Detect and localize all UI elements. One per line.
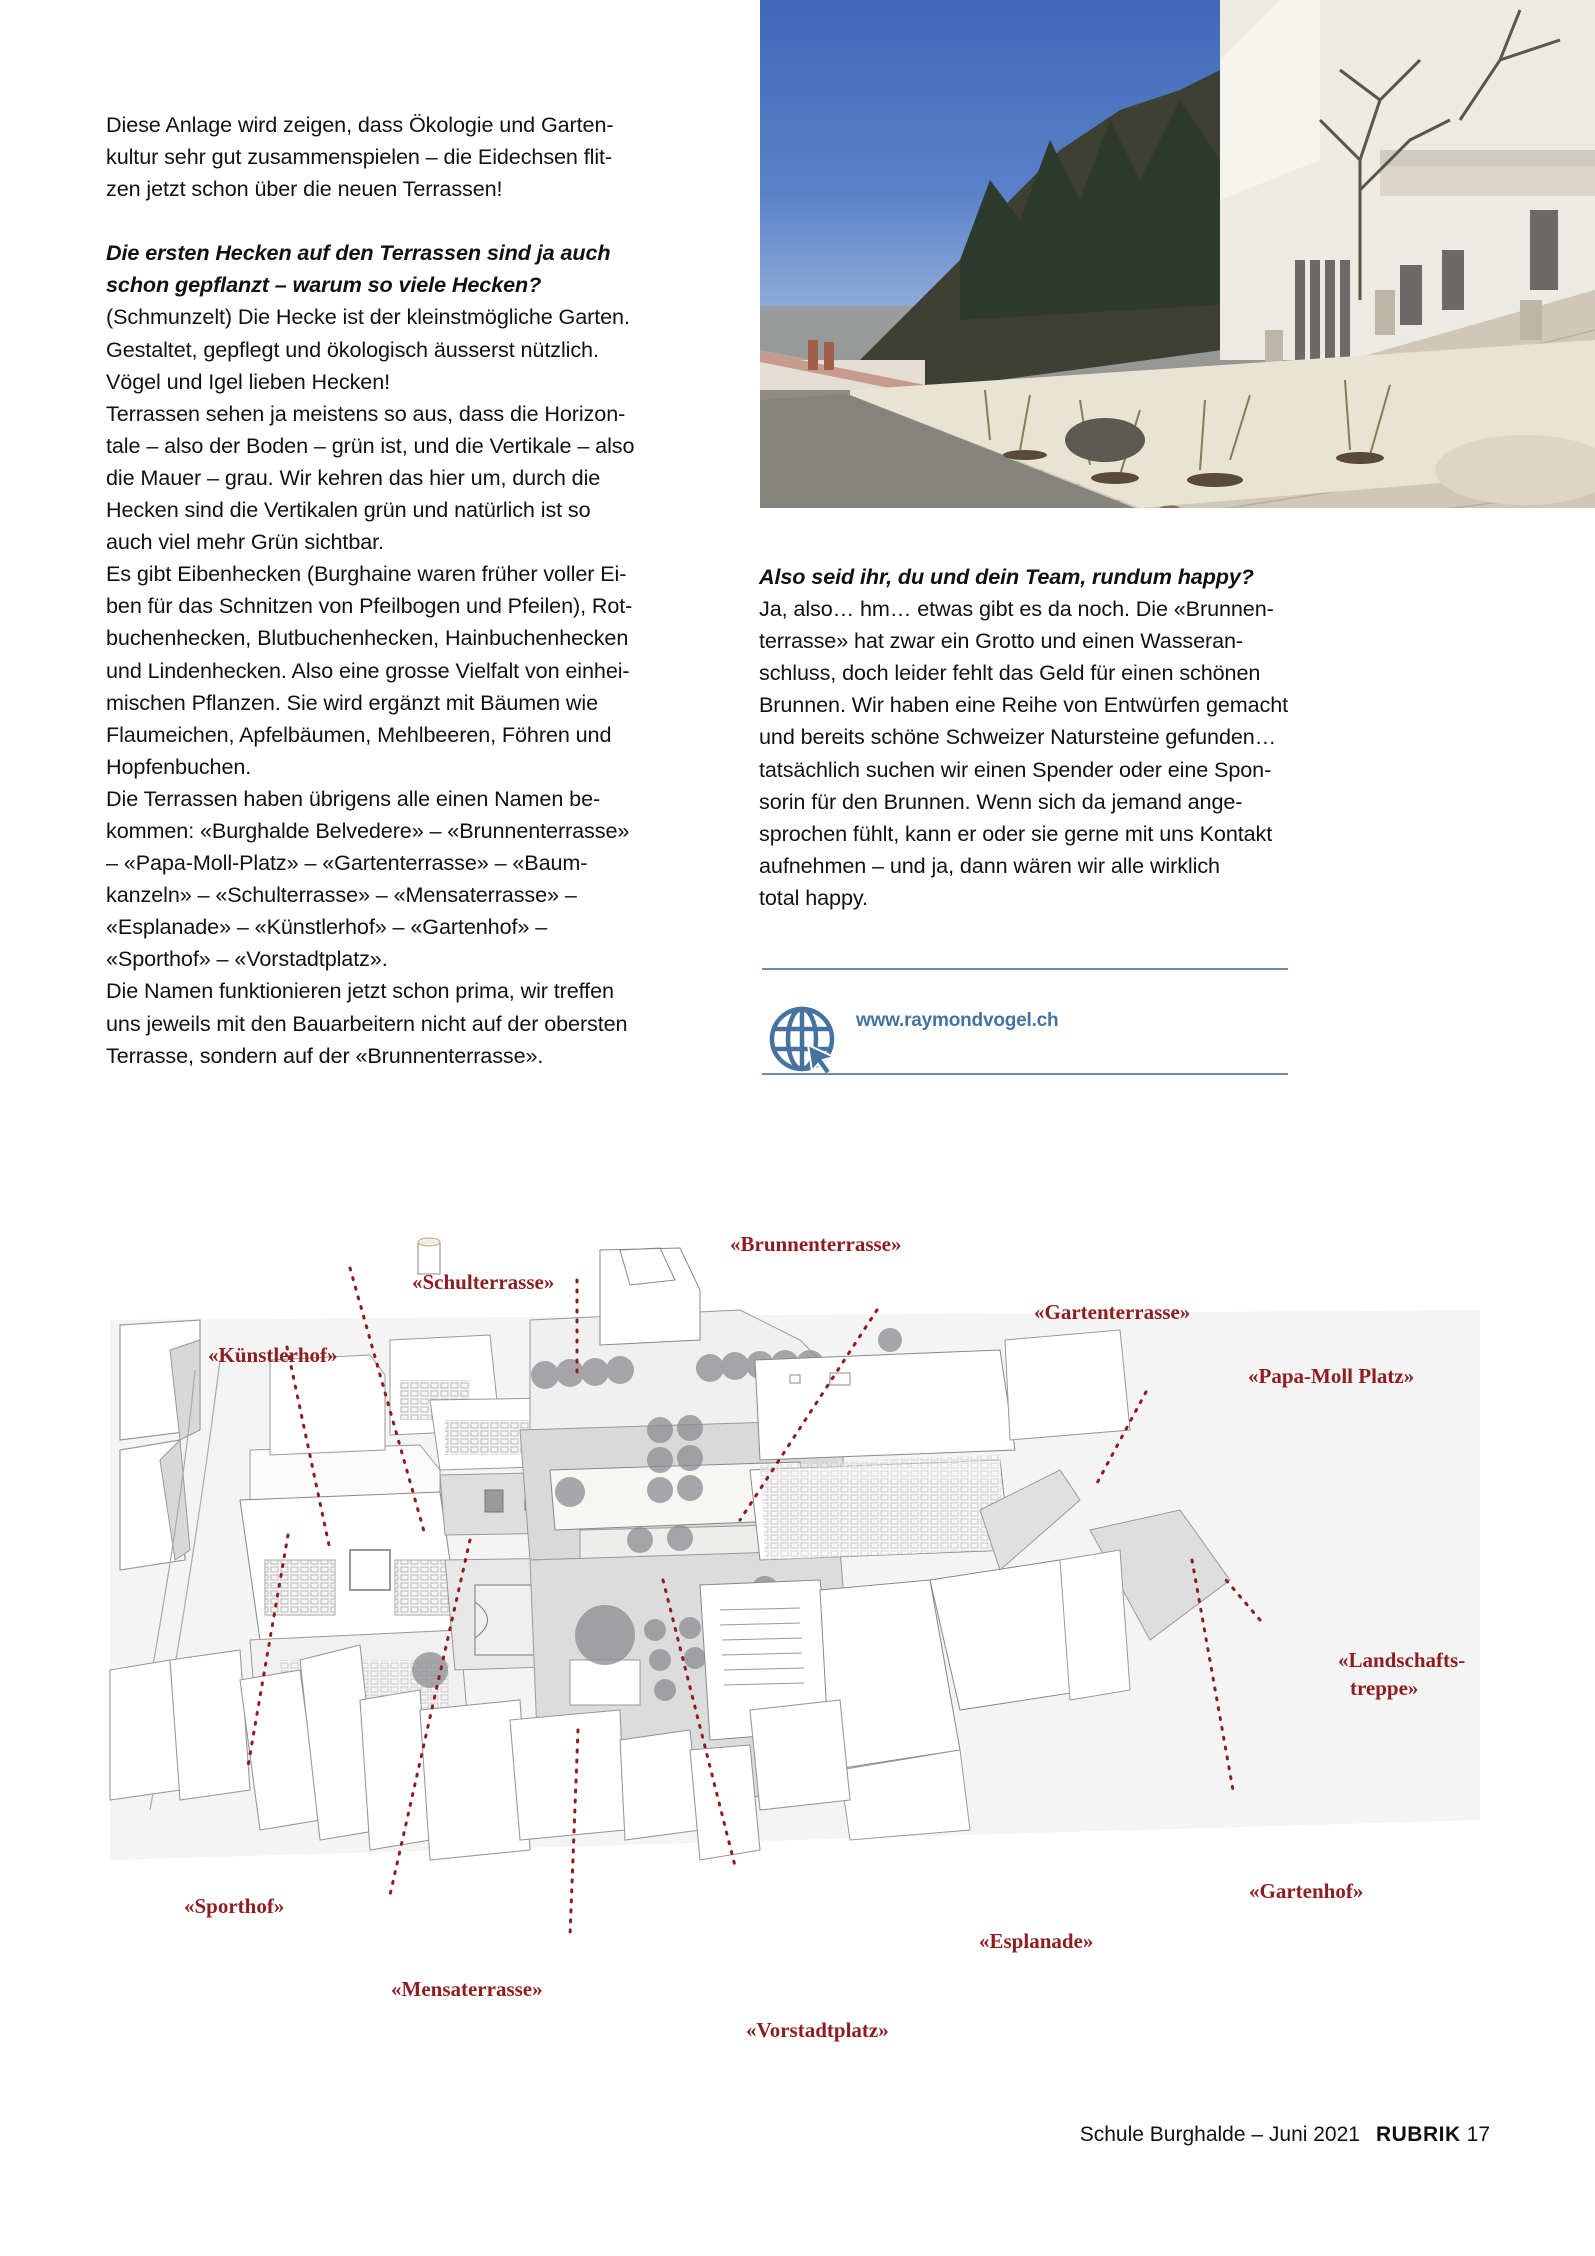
text-line: Brunnen. Wir haben eine Reihe von Entwürfen gemacht [759,692,1289,718]
text-line: und Lindenhecken. Also eine grosse Vielfalt von einhei- [106,657,630,683]
section-name: RUBRIK [1375,2123,1461,2146]
label-line: «Landschafts- [1338,1648,1466,1672]
question-line: Die ersten Hecken auf den Terrassen sind ja auch [106,240,611,266]
text-line: tatsächlich suchen wir einen Spender oder eine Spon- [759,756,1272,782]
text-line: buchenhecken, Blutbuchenhecken, Hainbuchenhecken [106,625,629,651]
text-line: Es gibt Eibenhecken (Burghaine waren früher voller Ei- [106,561,627,587]
weblink-box [760,968,1288,1078]
site-plan-diagram [100,1230,1500,2050]
text-line: die Mauer – grau. Wir kehren das hier um, durch die [106,464,601,490]
label-landschaftstreppe [1338,1646,1465,1702]
text-line: sorin für den Brunnen. Wenn sich da jemand ange- [759,788,1243,814]
publication-name: Schule Burghalde – Juni 2021 [1079,2123,1360,2146]
divider-bottom [762,1073,1288,1075]
label-gartenterrasse: «Gartenterrasse» [1034,1300,1191,1324]
label-mensaterrasse: «Mensaterrasse» [391,1977,543,2001]
text-line: kommen: «Burghalde Belvedere» – «Brunnenterrasse» [106,817,630,843]
text-line: Terrassen sehen ja meistens so aus, dass die Horizon- [106,400,626,426]
text-line: Ja, also… hm… etwas gibt es da noch. Die «Brunnen- [759,596,1274,622]
label-schulterrasse: «Schulterrasse» [412,1270,555,1294]
left-article-column [106,109,716,1072]
page-number: 17 [1466,2123,1490,2146]
page-footer [1080,2123,1490,2147]
text-line: Gestaltet, gepflegt und ökologisch äusserst nützlich. [106,336,599,362]
text-line: kanzeln» – «Schulterrasse» – «Mensaterrasse» – [106,882,577,908]
text-line: tale – also der Boden – grün ist, und die Vertikale – also [106,432,635,458]
text-line: auch viel mehr Grün sichtbar. [106,529,384,555]
question-line: schon gepflanzt – warum so viele Hecken? [106,272,542,298]
text-line: und bereits schöne Schweizer Natursteine gefunden… [759,724,1277,750]
terrace-photo [760,0,1595,508]
globe-cursor-icon [768,1005,840,1082]
text-line: (Schmunzelt) Die Hecke ist der kleinstmögliche Garten. [106,304,630,330]
text-line: Hecken sind die Vertikalen grün und natürlich ist so [106,497,591,523]
text-line: Terrasse, sondern auf der «Brunnenterrasse». [106,1042,544,1068]
interview-answer [106,301,716,1071]
label-kuenstlerhof: «Künstlerhof» [208,1343,338,1367]
terrace-photo-illustration [760,0,1595,508]
interview-question [106,237,716,301]
text-line: «Esplanade» – «Künstlerhof» – «Gartenhof» – [106,914,548,940]
text-line: total happy. [759,884,868,910]
text-line: sprochen fühlt, kann er oder sie gerne mit uns Kontakt [759,820,1273,846]
text-line: Die Namen funktionieren jetzt schon prima, wir treffen [106,978,614,1004]
label-gartenhof: «Gartenhof» [1249,1879,1364,1903]
text-line: kultur sehr gut zusammenspielen – die Eidechsen flit- [106,144,613,170]
divider-top [762,968,1288,970]
interview-answer [759,593,1379,914]
text-line: aufnehmen – und ja, dann wären wir alle wirklich [759,852,1220,878]
text-line: Die Terrassen haben übrigens alle einen Namen be- [106,785,601,811]
label-vorstadtplatz: «Vorstadtplatz» [746,2018,889,2042]
label-line: treppe» [1350,1676,1419,1700]
label-papa-moll-platz: «Papa-Moll Platz» [1248,1364,1415,1388]
text-line: Diese Anlage wird zeigen, dass Ökologie und Garten- [106,112,614,137]
text-line: uns jeweils mit den Bauarbeitern nicht auf der obersten [106,1010,628,1036]
text-line: Vögel und Igel lieben Hecken! [106,368,391,394]
text-line: mischen Pflanzen. Sie wird ergänzt mit Bäumen wie [106,689,598,715]
label-sporthof: «Sporthof» [184,1894,285,1918]
text-line: – «Papa-Moll-Platz» – «Gartenterrasse» – «Baum- [106,850,588,876]
text-line: ben für das Schnitzen von Pfeilbogen und Pfeilen), Rot- [106,593,633,619]
label-esplanade: «Esplanade» [979,1929,1094,1953]
interview-question: Also seid ihr, du und dein Team, rundum happy? [759,564,1254,589]
text-line: terrasse» hat zwar ein Grotto und einen Wasseran- [759,628,1243,654]
right-article-column [759,561,1379,914]
text-line: zen jetzt schon über die neuen Terrassen! [106,176,503,202]
text-line: Flaumeichen, Apfelbäumen, Mehlbeeren, Föhren und [106,721,612,747]
text-line: «Sporthof» – «Vorstadtplatz». [106,946,388,972]
label-brunnenterrasse: «Brunnenterrasse» [730,1232,902,1256]
text-line: schluss, doch leider fehlt das Geld für einen schönen [759,660,1261,686]
intro-paragraph [106,109,716,205]
website-link[interactable]: www.raymondvogel.ch [856,1010,1059,1031]
text-line: Hopfenbuchen. [106,753,252,779]
